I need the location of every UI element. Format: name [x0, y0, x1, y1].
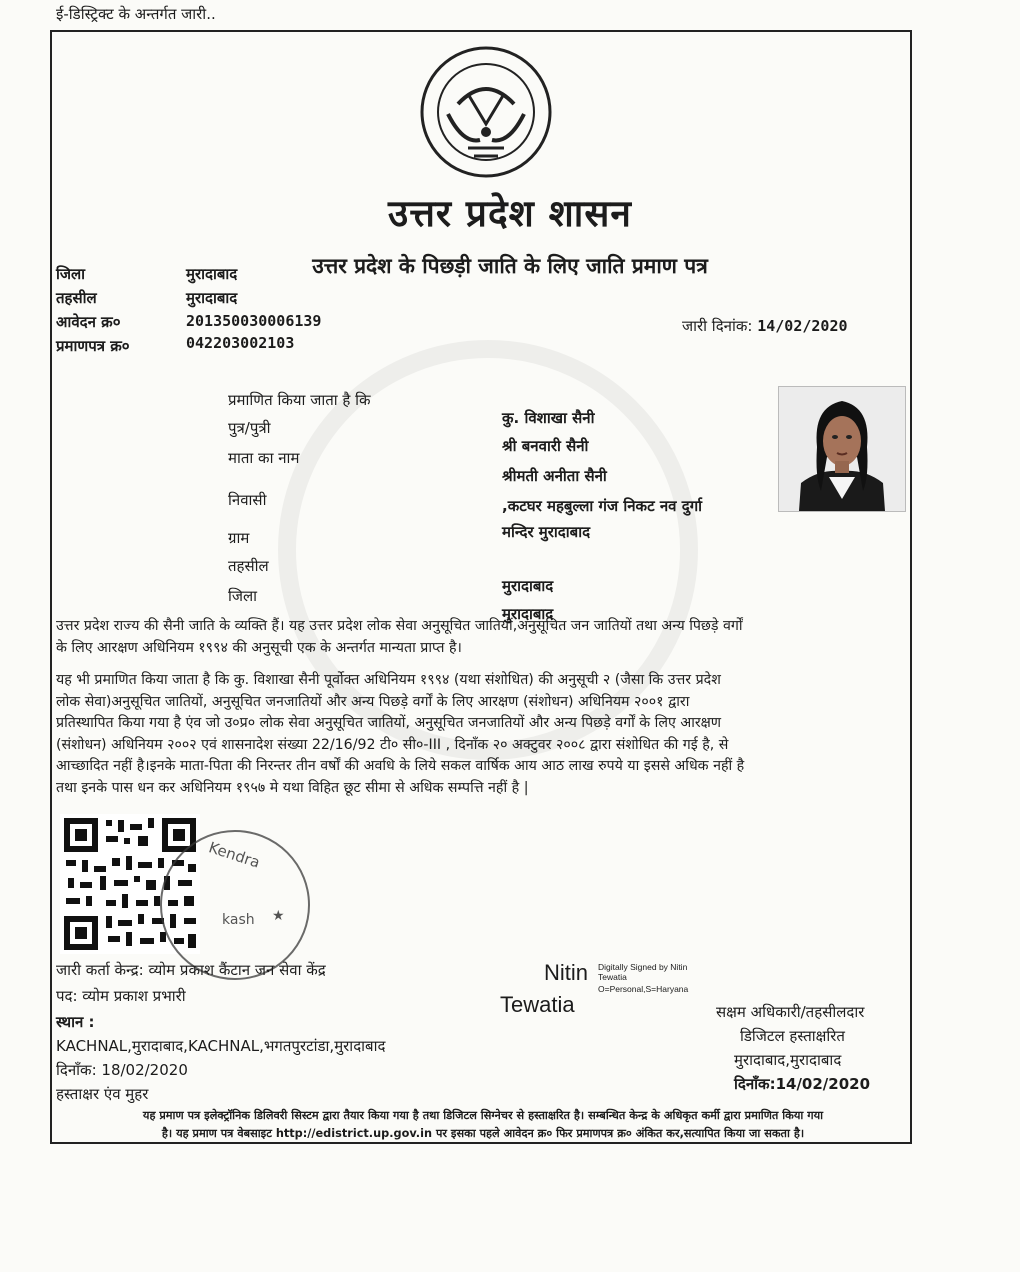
income-paragraph-line: तथा इनके पास धन कर अधिनियम १९५७ मे यथा विहित छूट सीमा से अधिक सम्पत्ति नहीं है | [56, 779, 529, 796]
officer-digital-signed: डिजिटल हस्ताक्षरित [740, 1027, 845, 1045]
caste-paragraph [56, 616, 902, 659]
place-label: स्थान : [56, 1013, 95, 1031]
resident-label: निवासी [228, 491, 267, 509]
signature-seal-label: हस्ताक्षर एंव मुहर [56, 1085, 149, 1103]
digital-signature-line: O=Personal,S=Haryana [598, 984, 689, 994]
certificate-subtitle: उत्तर प्रदेश के पिछड़ी जाति के लिए जाति प्रमाण पत्र [312, 254, 708, 278]
issuer-date: दिनाँक: 18/02/2020 [56, 1061, 188, 1079]
meta-district-label: जिला [56, 265, 86, 283]
caste-paragraph-line: उत्तर प्रदेश राज्य की सैनी जाति के व्यक्ति हैं। यह उत्तर प्रदेश लोक सेवा अनुसूचित जातियों,अनुसूचित जन जातियों तथा अन्य पिछड़े वर्गों [56, 618, 743, 634]
mother-name: श्रीमती अनीता सैनी [502, 467, 607, 485]
issue-date-label: जारी दिनांक: [682, 317, 753, 335]
issue-date [682, 316, 848, 336]
address-line2: मन्दिर मुरादाबाद [502, 523, 591, 541]
stamp-mid-text: kash [222, 912, 255, 928]
digital-signature-line: Digitally Signed by Nitin [598, 962, 688, 972]
father-name: श्री बनवारी सैनी [502, 437, 589, 455]
meta-certificate-value: 042203002103 [186, 334, 295, 352]
income-paragraph-line: आच्छादित नहीं है।इनके माता-पिता की निरन्तर तीन वर्षों की अवधि के लिये सकल वार्षिक आय आठ लाख रुपये या इससे अधिक नहीं है [56, 758, 745, 774]
issuing-center: जारी कर्ता केन्द्र: व्योम प्रकाश कैंटान जन सेवा केंद्र [56, 961, 326, 979]
e-district-note: ई-डिस्ट्रिक्ट के अन्तर्गत जारी.. [56, 5, 216, 23]
mother-label: माता का नाम [228, 449, 300, 467]
govt-title: उत्तर प्रदेश शासन [388, 192, 632, 235]
field-tehsil-label: तहसील [228, 557, 269, 575]
income-paragraph-line: प्रतिस्थापित किया गया है एंव जो उ०प्र० लोक सेवा अनुसूचित जातियों, अनुसूचित जनजातियों और अन्य पिछड़े वर्गों के लिए आरक्षण [56, 715, 722, 731]
footer-line-2: है। यह प्रमाण पत्र वेबसाइट http://edistrict.up.gov.in पर इसका पहले आवेदन क्र० फिर प्रमाणपत्र क्र० अंकित कर,सत्यापित किया जा सकता है। [161, 1127, 805, 1140]
income-paragraph [56, 670, 902, 799]
field-tehsil-value: मुरादाबाद [502, 577, 554, 595]
stamp-top-text: Kendra [206, 838, 263, 872]
footer-line-1: यह प्रमाण पत्र इलेक्ट्रॉनिक डिलिवरी सिस्टम द्वारा तैयार किया गया है तथा डिजिटल सिग्नेचर से हस्ताक्षरित है। सम्बन्धित केन्द्र के अधिकृत कर्मी द्वारा प्रमाणित किया गया [142, 1109, 824, 1122]
meta-application-value: 201350030006139 [186, 312, 322, 330]
meta-application-label: आवेदन क्र० [56, 313, 121, 331]
issuer-post: पद: व्योम प्रकाश प्रभारी [56, 987, 186, 1005]
income-paragraph-line: यह भी प्रमाणित किया जाता है कि कु. विशाखा सैनी पूर्वोक्त अधिनियम १९९४ (यथा संशोधित) की अनुसूची २ (जैसा कि उत्तर प्रदेश [56, 672, 721, 688]
child-label: पुत्र/पुत्री [228, 419, 271, 437]
field-district-value: मुरादाबाद [502, 605, 554, 623]
village-label: ग्राम [228, 529, 250, 547]
certified-label: प्रमाणित किया जाता है कि [228, 391, 371, 409]
signer-first-name: Nitin [544, 960, 589, 985]
income-paragraph-line: (संशोधन) अधिनियम २००२ एवं शासनादेश संख्या 22/16/92 टी० सी०-III , दिनाँक २० अक्टुवर २००८ द्वारा संशोधित की गई है, से [56, 736, 729, 753]
officer-title: सक्षम अधिकारी/तहसीलदार [716, 1003, 865, 1021]
official-seal-stamp [160, 830, 310, 980]
officer-location: मुरादाबाद,मुरादाबाद [734, 1051, 842, 1069]
place-value: KACHNAL,मुरादाबाद,KACHNAL,भगतपुरटांडा,मुरादाबाद [56, 1037, 386, 1055]
applicant-photo [778, 386, 906, 512]
meta-certificate-label: प्रमाणपत्र क्र० [56, 337, 130, 355]
digital-signature-line: Tewatia [598, 972, 627, 982]
issue-date-value: 14/02/2020 [757, 317, 848, 335]
meta-district-value: मुरादाबाद [186, 265, 238, 283]
meta-tehsil-value: मुरादाबाद [186, 289, 238, 307]
star-icon: ★ [272, 908, 285, 924]
officer-date: दिनाँक:14/02/2020 [734, 1075, 871, 1093]
up-govt-emblem [418, 44, 554, 180]
signer-last-name: Tewatia [500, 992, 575, 1017]
caste-paragraph-line: के लिए आरक्षण अधिनियम १९९४ की अनुसूची एक के अन्तर्गत मान्यता प्राप्त है। [56, 639, 462, 656]
field-district-label: जिला [228, 587, 258, 605]
address-line1: ,कटघर महबुल्ला गंज निकट नव दुर्गा [502, 497, 703, 515]
meta-tehsil-label: तहसील [56, 289, 97, 307]
applicant-name: कु. विशाखा सैनी [502, 409, 595, 427]
digital-signature-block [598, 962, 688, 994]
income-paragraph-line: लोक सेवा)अनुसूचित जातियों, अनुसूचित जनजातियों और अन्य पिछड़े वर्गों के लिए आरक्षण (संशोधन) अधिनियम २००१ द्वारा [56, 693, 690, 710]
